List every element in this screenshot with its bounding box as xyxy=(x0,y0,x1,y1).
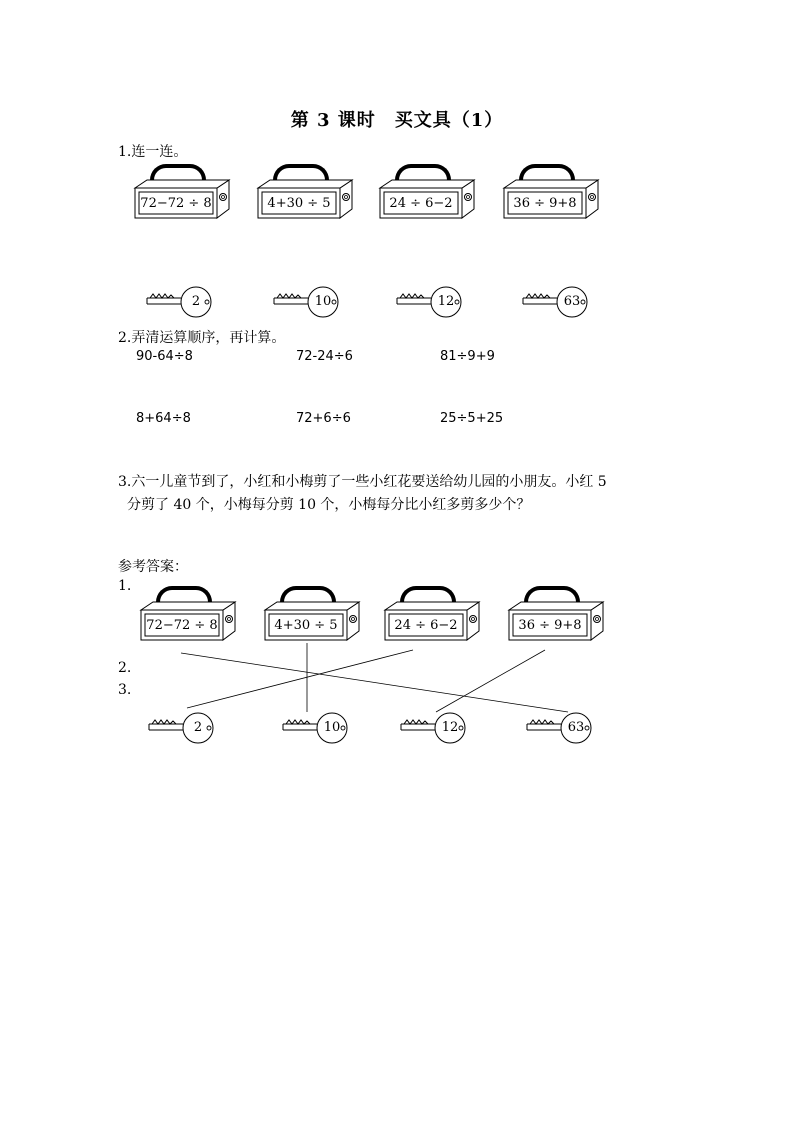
answer-key-2 xyxy=(281,711,353,745)
question-1-label: 1.连一连。 xyxy=(118,144,188,160)
lock-expression: 36 ÷ 9+8 xyxy=(518,618,582,633)
lock-expression: 4+30 ÷ 5 xyxy=(274,618,338,633)
expression: 72+6÷6 xyxy=(296,411,351,426)
question-3-line-1: 3.六一儿童节到了，小红和小梅剪了一些小红花要送给幼儿园的小朋友。小红 5 xyxy=(118,474,607,490)
lock-expression: 24 ÷ 6−2 xyxy=(394,618,458,633)
key-number: 10 xyxy=(314,294,332,309)
lock-expression: 36 ÷ 9+8 xyxy=(513,196,577,211)
lock-expression: 24 ÷ 6−2 xyxy=(389,196,453,211)
key-number: 63 xyxy=(567,720,585,735)
answer-key-3 xyxy=(399,711,471,745)
key-number: 2 xyxy=(191,294,201,309)
answer-1-number: 1. xyxy=(118,578,132,594)
key-number: 63 xyxy=(563,294,581,309)
question-2-label: 2.弄清运算顺序，再计算。 xyxy=(118,330,286,346)
expression: 81÷9+9 xyxy=(440,349,495,364)
expression: 8+64÷8 xyxy=(136,411,191,426)
key-number: 2 xyxy=(193,720,203,735)
lock-expression: 4+30 ÷ 5 xyxy=(267,196,331,211)
question-3-line-2: 分剪了 40 个，小梅每分剪 10 个，小梅每分比小红多剪多少个？ xyxy=(127,497,531,513)
lock-expression: 72−72 ÷ 8 xyxy=(140,196,212,211)
key-number: 12 xyxy=(441,720,459,735)
expression: 72-24÷6 xyxy=(296,349,353,364)
answer-2-number: 2. xyxy=(118,660,132,676)
answer-key-4 xyxy=(525,711,597,745)
match-line xyxy=(436,650,545,712)
lock-expression: 72−72 ÷ 8 xyxy=(146,618,218,633)
expression: 90-64÷8 xyxy=(136,349,193,364)
match-line xyxy=(181,653,568,712)
expression: 25÷5+25 xyxy=(440,411,504,426)
answer-3-number: 3. xyxy=(118,682,132,698)
answer-header: 参考答案： xyxy=(118,559,188,575)
answer-key-1 xyxy=(147,711,219,745)
page-title: 第 3 课时 买文具（1） xyxy=(290,110,504,131)
key-number: 10 xyxy=(323,720,341,735)
key-number: 12 xyxy=(437,294,455,309)
